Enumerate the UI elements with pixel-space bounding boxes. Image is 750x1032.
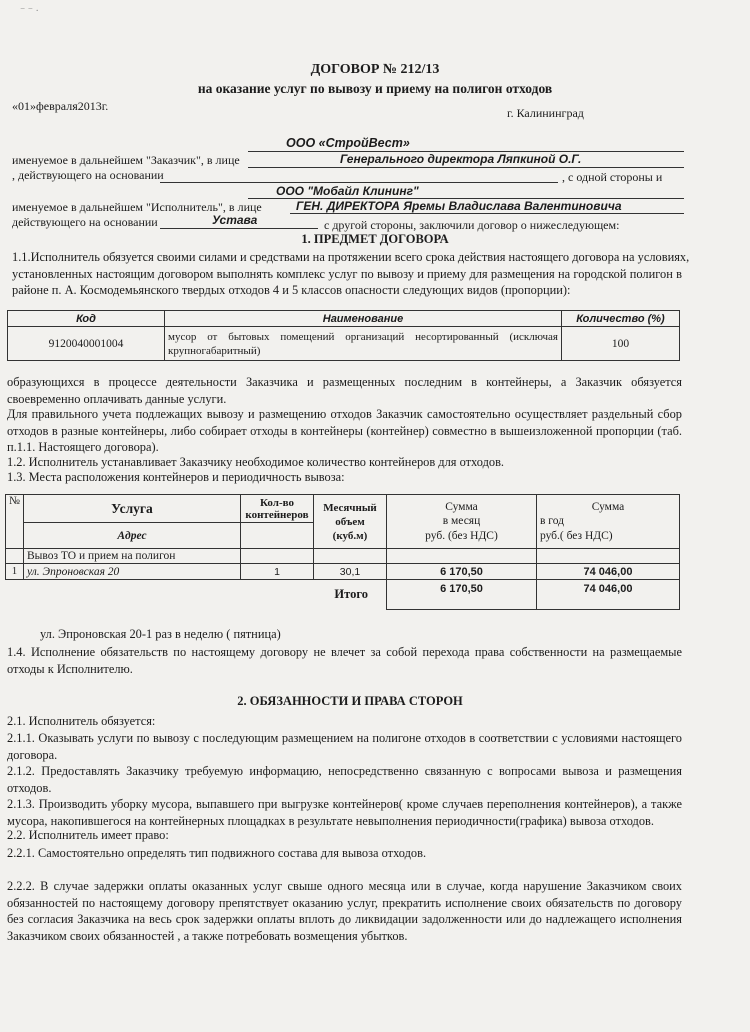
contractor-representative: ГЕН. ДИРЕКТОРА Яремы Владислава Валентиновича (296, 199, 622, 213)
underline (160, 182, 558, 183)
underline (160, 228, 318, 229)
scan-marks: ⁻ ⁻ · (20, 6, 39, 17)
empty-cell (240, 523, 313, 549)
header-line: Сумма (591, 500, 625, 513)
header-number: № (6, 495, 24, 549)
total-sum-month: 6 170,50 (386, 580, 536, 610)
paragraph-1-1 (12, 249, 690, 299)
table-header-row (6, 495, 680, 523)
header-address: Адрес (23, 523, 240, 549)
paragraph-2-2: 2.2. Исполнитель имеет право: (7, 828, 169, 842)
text-line: 1.4. Исполнение обязательств по настоящему договору не влечет за собой перехода права собственности на размещаемые (7, 645, 682, 659)
service-table (5, 494, 680, 610)
text-line: 2.1.3. Производить уборку мусора, выпавшего при выгрузке контейнеров( кроме случаев переполнения контейнеров), а также (7, 797, 682, 811)
underline (290, 213, 684, 214)
text-line: отходов. (7, 780, 52, 795)
contractor-prefix: именуемое в дальнейшем "Исполнитель", в лице (12, 200, 262, 214)
paragraph-2-1-1 (7, 730, 682, 763)
header-line: Сумма (445, 500, 478, 513)
paragraph-2-2-1: 2.2.1. Самостоятельно определять тип подвижного состава для вывоза отходов. (7, 846, 427, 860)
contractor-suffix: с другой стороны, заключили договор о нижеследующем: (324, 218, 620, 232)
header-name: Наименование (165, 311, 562, 327)
row-volume: 30,1 (313, 564, 386, 580)
table-row (6, 564, 680, 580)
text-line: 2.1.2. Предоставлять Заказчику требуемую информацию, непосредственно связанную с вопросами вывоза и размещения (7, 764, 682, 778)
text-line: мусора, накопившегося на контейнерных площадках в результате невыполнения периодичности(графика) вывоза отходов. (7, 813, 654, 828)
table-row (8, 327, 680, 361)
text-line: отходы к Исполнителю. (7, 661, 133, 676)
document-subtitle: на оказание услуг по вывозу и приему на полигон отходов (197, 81, 553, 96)
schedule-note: ул. Эпроновская 20-1 раз в неделю ( пятница) (40, 627, 281, 641)
header-volume (313, 495, 386, 549)
text-line: Заказчиком своих обязанностей , а также потребовать возмещения убытков. (7, 928, 408, 943)
waste-qty: 100 (562, 327, 680, 361)
paragraph-2-1-3 (7, 796, 682, 829)
row-address: ул. Эпроновская 20 (23, 564, 240, 580)
paragraph-2-2-2 (7, 878, 682, 944)
row-sum-month: 6 170,50 (386, 564, 536, 580)
text-line: районе п. А. Космодемьянского твердых отходов 4 и 5 классов опасности следующих видов (пропорции): (12, 283, 571, 298)
paragraph-1-2: 1.2. Исполнитель устанавливает Заказчику необходимое количество контейнеров для отходов. (7, 455, 505, 469)
paragraph-1-4 (7, 644, 682, 677)
section1-title: 1. ПРЕДМЕТ ДОГОВОРА (301, 232, 449, 246)
waste-name-line: мусор от бытовых помещений организаций несортированный (исключая (168, 330, 558, 343)
header-sum-month (386, 495, 536, 549)
empty-cell (386, 549, 536, 564)
total-label: Итого (334, 587, 368, 602)
paragraph-2-1-2 (7, 763, 682, 796)
text-line: установленных настоящим договором выполнять комплекс услуг по вывозу и приему для размещения на городской полигон в (12, 266, 682, 281)
empty-cell (240, 549, 313, 564)
header-line: Кол-во (259, 496, 294, 509)
header-line: Месячный (323, 501, 377, 514)
contract-city: г. Калининград (507, 106, 584, 120)
header-code: Код (8, 311, 165, 327)
service-name: Вывоз ТО и прием на полигон (23, 549, 240, 564)
waste-name (165, 327, 562, 361)
paragraph-1-3: 1.3. Места расположения контейнеров и периодичность вывоза: (7, 470, 345, 484)
text-line: обязанностей по настоящему договору препятствует оказанию услуг, прекратить исполнение своих обязательств по договору (7, 895, 682, 910)
section2-title: 2. ОБЯЗАННОСТИ И ПРАВА СТОРОН (237, 694, 463, 708)
text-line: без согласия Заказчика на весь срок задержки оплаты вплоть до ликвидации задолженности или до надлежащего исполнения (7, 912, 682, 927)
text-line: своевременно оплачивать данные услуги. (7, 391, 227, 406)
paragraph-sorting (7, 406, 682, 456)
header-line: контейнеров (245, 508, 309, 521)
contract-date: «01»февраля2013г. (12, 99, 109, 113)
header-line: объем (куб.м) (332, 515, 368, 542)
total-sum-year: 74 046,00 (536, 580, 679, 610)
text-line: 2.1.1. Оказывать услуги по вывозу с последующим размещением на полигоне отходов в соответствии с условиями настоящего (7, 731, 682, 745)
document-title: ДОГОВОР № 212/13 (310, 62, 440, 77)
header-service: Услуга (23, 495, 240, 523)
paragraph-2-1: 2.1. Исполнитель обязуется: (7, 714, 156, 728)
header-line: руб.( без НДС) (539, 529, 613, 542)
row-number: 1 (6, 564, 24, 580)
empty-cell (313, 549, 386, 564)
underline (248, 167, 684, 168)
header-line: руб. (без НДС) (425, 529, 498, 542)
table-row (6, 549, 680, 564)
paragraph-generated (7, 374, 682, 407)
waste-code: 9120040001004 (8, 327, 165, 361)
empty-cell (6, 549, 24, 564)
header-qty: Количество (%) (562, 311, 680, 327)
table-header-row (8, 311, 680, 327)
waste-name-line: крупногабаритный) (168, 344, 261, 357)
text-line: 1.1.Исполнитель обязуется своими силами и средствами на протяжении всего срока действия настоящего договора на условиях, (12, 250, 690, 264)
header-line: в год (539, 515, 564, 528)
waste-table (7, 310, 680, 361)
customer-representative: Генерального директора Ляпкиной О.Г. (340, 152, 582, 166)
text-line: образующихся в процессе деятельности Заказчика и размещенных последним в контейнеры, а Заказчик обязуется (7, 375, 682, 389)
row-container-count: 1 (240, 564, 313, 580)
contractor-basis: Устава (212, 213, 258, 227)
text-line: 2.2.2. В случае задержки оплаты оказанных услуг свыше одного месяца или в случае, когда нарушение Заказчиком своих (7, 879, 682, 893)
text-line: отходов в разные контейнеры, либо собирает отходы в контейнеры (контейнер) совместно в вышеизложенной пропорции (таб. (7, 423, 682, 438)
contractor-basis-prefix: действующего на основании (12, 215, 158, 229)
contractor-name: ООО "Мобайл Клининг" (276, 184, 419, 198)
row-sum-year: 74 046,00 (536, 564, 679, 580)
table-total-row (6, 580, 680, 610)
header-container-count (240, 495, 313, 523)
header-sum-year (536, 495, 679, 549)
empty-cell (536, 549, 679, 564)
customer-basis-prefix: , действующего на основании (12, 168, 164, 182)
customer-prefix: именуемое в дальнейшем "Заказчик", в лице (12, 153, 240, 167)
text-line: Для правильного учета подлежащих вывозу и размещению отходов Заказчик самостоятельно осуществляет раздельный сбор (7, 407, 682, 421)
customer-suffix: , с одной стороны и (562, 170, 663, 184)
header-line: в месяц (442, 515, 481, 528)
text-line: договора. (7, 747, 58, 762)
customer-name: ООО «СтройВест» (286, 136, 410, 150)
text-line: п.1.1. Настоящего договора). (7, 440, 159, 455)
